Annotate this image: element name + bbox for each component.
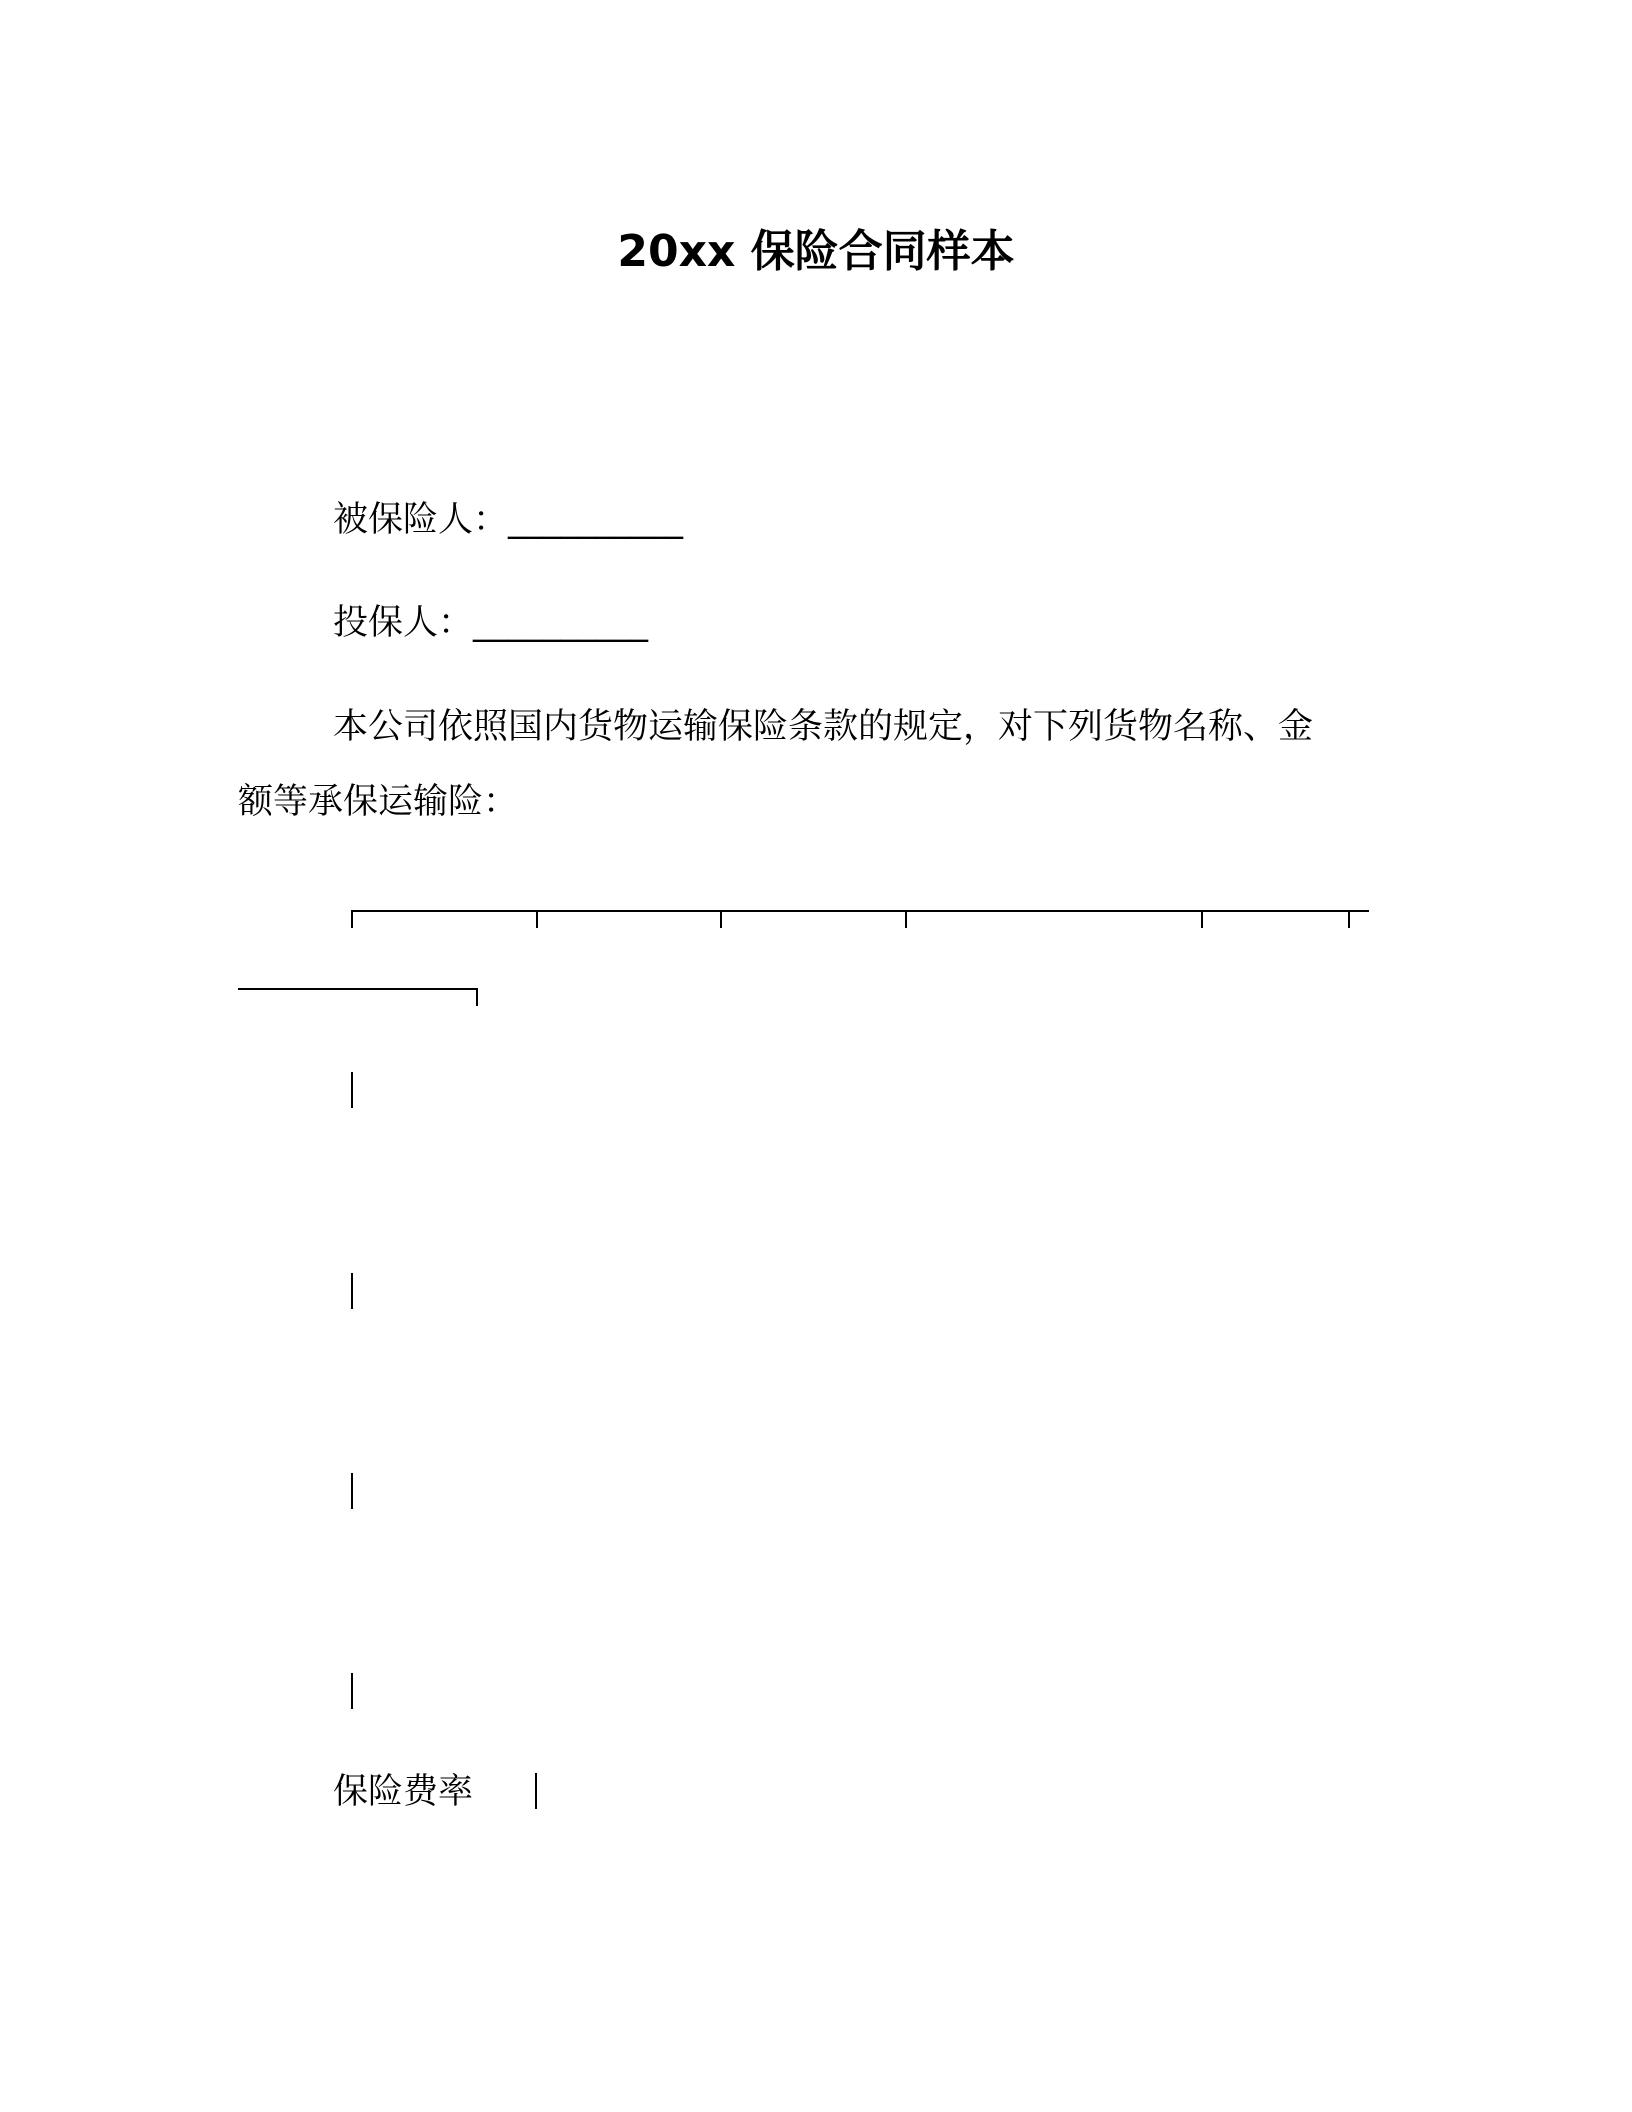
table-cell-border: [351, 1072, 353, 1108]
policyholder-line: [333, 598, 648, 648]
table-tick: [1201, 910, 1203, 928]
table-cell-border: [351, 1273, 353, 1309]
table-tick: [720, 910, 722, 928]
policyholder-blank: __________: [473, 603, 649, 643]
table-cell-border: [535, 1773, 537, 1809]
intro-line-2: 额等承保运输险：: [238, 782, 519, 822]
intro-line-1: 本公司依照国内货物运输保险条款的规定，对下列货物名称、金: [333, 707, 1314, 747]
table-tick: [476, 988, 478, 1006]
table-tick: [536, 910, 538, 928]
table-tick: [1348, 910, 1350, 928]
table-tick: [351, 910, 353, 928]
table-top-rule: [351, 910, 1369, 912]
table-tick: [905, 910, 907, 928]
document-title: 20xx 保险合同样本: [617, 226, 1015, 277]
insured-line: [333, 495, 683, 545]
premium-rate-label: 保险费率: [333, 1772, 474, 1812]
table-left-rule: [238, 988, 478, 990]
insured-label: 被保险人：: [333, 500, 509, 540]
table-cell-border: [351, 1473, 353, 1509]
policyholder-label: 投保人：: [333, 603, 474, 643]
table-cell-border: [351, 1673, 353, 1709]
insured-blank: __________: [508, 500, 684, 540]
